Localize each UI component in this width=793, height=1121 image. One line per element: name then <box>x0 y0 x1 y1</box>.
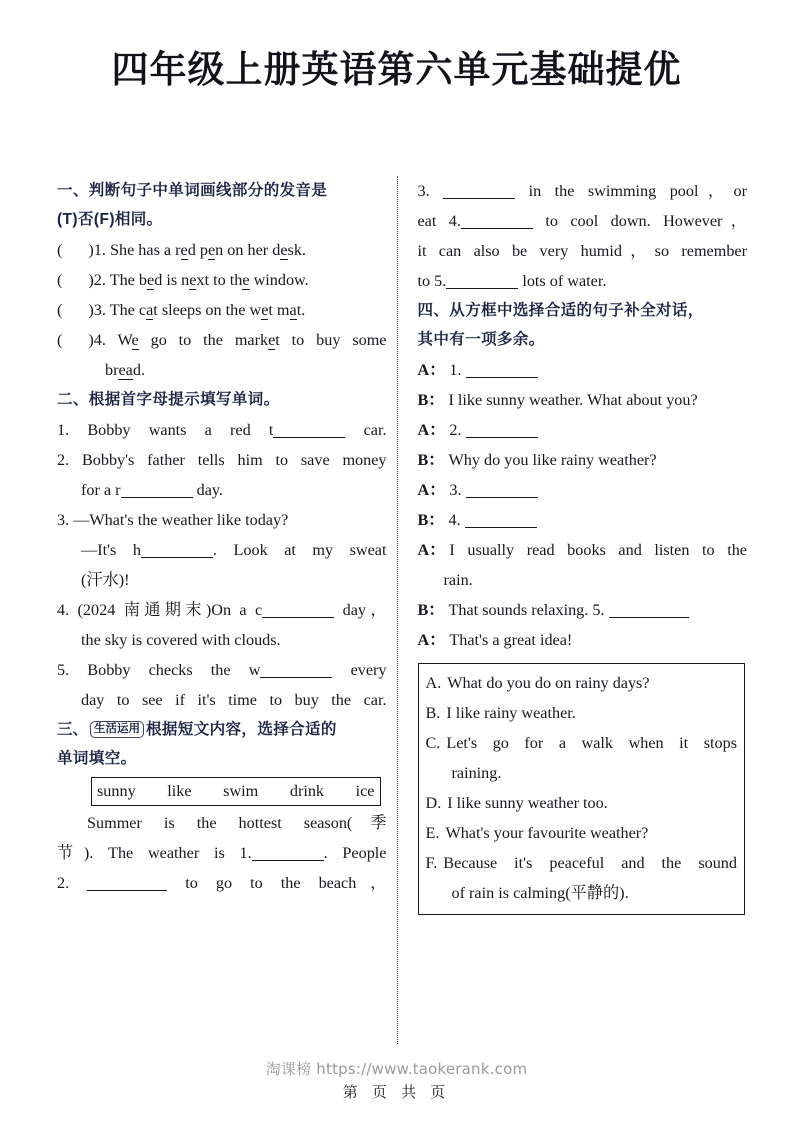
dialogue-text: 2. <box>449 415 747 445</box>
passage-line: 节). The weather is 1. . People <box>57 844 387 862</box>
answer-blank[interactable] <box>466 437 538 438</box>
question-text-continued: for a r day. <box>81 481 223 499</box>
question-row <box>57 655 387 685</box>
dialogue-line <box>418 595 748 625</box>
underlined-letters: e <box>131 331 139 349</box>
answer-blank[interactable] <box>466 497 538 498</box>
answer-blank[interactable] <box>465 527 537 528</box>
question-text-continued: day to see if it's time to buy the car. <box>81 691 387 709</box>
dialogue-text: 1. <box>449 355 747 385</box>
option-text-continued: raining. <box>451 764 502 782</box>
answer-blank[interactable] <box>141 557 213 558</box>
underlined-letters: e <box>280 241 288 259</box>
word-bank-item[interactable]: swim <box>223 782 259 800</box>
dialogue-line <box>418 535 748 565</box>
dialogue-text: I usually read books and listen to the <box>449 541 747 559</box>
question-text-continued: the sky is covered with clouds. <box>81 631 281 649</box>
option-text: What's your favourite weather? <box>445 824 649 842</box>
underlined-letters: e <box>207 241 216 259</box>
answer-blank[interactable] <box>461 228 533 229</box>
word-bank <box>91 777 381 806</box>
dialogue-speaker: A： <box>417 481 446 499</box>
underlined-letters: e <box>189 271 197 289</box>
dialogue-speaker: B： <box>417 391 445 409</box>
dialogue-text: That sounds relaxing. 5. <box>448 595 747 625</box>
question-text: 3. The cat sleeps on the wet mat. <box>93 301 306 319</box>
answer-blank[interactable] <box>273 437 345 438</box>
question-text: 2. The bed is next to the window. <box>93 271 309 289</box>
word-bank-item[interactable]: ice <box>355 782 375 800</box>
dialogue-text: Why do you like rainy weather? <box>448 451 657 469</box>
section-4-heading-line-1: 四、从方框中选择合适的句子补全对话， <box>417 302 704 319</box>
answer-paren[interactable]: ( ) <box>57 271 94 289</box>
option-label: E. <box>425 824 440 842</box>
option-label: B. <box>425 704 441 722</box>
blank-number: 2. <box>57 874 70 892</box>
underlined-letters: e <box>147 271 155 289</box>
question-row <box>57 325 387 355</box>
question-text: 4. We go to the market to buy some <box>93 331 387 349</box>
dialogue-text: That's a great idea! <box>449 631 573 649</box>
answer-paren[interactable]: ( ) <box>57 331 94 349</box>
dialogue-line <box>418 505 748 535</box>
dialogue-line <box>418 475 748 505</box>
underlined-letters: a <box>289 301 297 319</box>
question-row <box>57 295 387 325</box>
passage-line <box>57 868 387 898</box>
question-row <box>57 505 387 535</box>
page-title: 四年级上册英语第六单元基础提优 <box>111 49 682 90</box>
section-3-heading-rest: 根据短文内容，选择合适的 <box>146 721 337 738</box>
question-row <box>57 445 387 475</box>
section-2-heading: 二、根据首字母提示填写单词。 <box>57 391 280 408</box>
option-label: D. <box>425 794 442 812</box>
dialogue-text: 3. <box>449 475 747 505</box>
life-application-tag: 生活运用 <box>90 721 144 738</box>
section-3-heading-line-2: 单词填空。 <box>57 750 137 767</box>
question-text: —What's the weather like today? <box>73 511 289 529</box>
dialogue-speaker: A： <box>417 631 446 649</box>
option-row[interactable] <box>426 668 738 698</box>
answer-blank[interactable] <box>446 288 518 289</box>
page-number: 第 页 共 页 <box>342 1084 451 1101</box>
option-row[interactable] <box>426 818 738 848</box>
question-row <box>57 415 387 445</box>
question-text: 1. She has a red pen on her desk. <box>93 241 306 259</box>
underlined-letters: e <box>261 301 269 319</box>
option-text-continued: of rain is calming(平静的). <box>451 884 629 902</box>
question-text: Bobby checks the w every <box>87 661 387 679</box>
dialogue-speaker: A： <box>417 361 446 379</box>
question-number: 3. <box>57 511 70 529</box>
passage-line <box>418 176 748 206</box>
passage-line: it can also be very humid，so remember <box>417 242 747 260</box>
blank-number: 3. <box>417 182 430 200</box>
question-row <box>57 265 387 295</box>
section-1-heading-line-1: 一、判断句子中单词画线部分的发音是 <box>57 182 328 199</box>
answer-blank[interactable] <box>466 377 538 378</box>
passage-line: eat 4. to cool down. However， <box>417 212 747 230</box>
dialogue-speaker: B： <box>417 451 445 469</box>
section-4-heading-line-2: 其中有一项多余。 <box>417 331 545 348</box>
question-text-continued: bread. <box>105 361 145 379</box>
word-bank-item[interactable]: sunny <box>97 782 136 800</box>
section-3-heading-line-1 <box>57 715 387 744</box>
option-text: What do you do on rainy days? <box>447 674 650 692</box>
answer-blank[interactable] <box>87 890 167 891</box>
dialogue-text: 4. <box>448 505 747 535</box>
section-1-heading-line-2: (T)否(F)相同。 <box>57 211 163 228</box>
right-column <box>404 176 748 1046</box>
underlined-letters: e <box>268 331 276 349</box>
passage-text: in the swimming pool，or <box>430 176 747 206</box>
option-text: Because it's peaceful and the sound <box>443 854 737 872</box>
question-number: 5. <box>57 661 70 679</box>
dialogue-line <box>418 445 748 475</box>
question-text-continued: —It's h . Look at my sweat <box>81 541 387 559</box>
underlined-letters: e <box>242 271 250 289</box>
answer-blank[interactable] <box>443 198 515 199</box>
underlined-letters: ea <box>118 361 133 379</box>
underlined-letters: e <box>180 241 188 259</box>
worksheet-columns <box>57 176 747 1046</box>
question-row <box>57 595 387 625</box>
dialogue-line <box>418 625 748 655</box>
dialogue-speaker: B： <box>417 601 445 619</box>
answer-blank[interactable] <box>609 617 689 618</box>
question-number: 4. <box>57 601 70 619</box>
dialogue-text: I like sunny weather. What about you? <box>448 391 698 409</box>
passage-line: to 5. lots of water. <box>417 272 607 290</box>
passage-text: to go to the beach， <box>69 868 386 898</box>
passage-line: Summer is the hottest season(季 <box>87 814 387 832</box>
answer-blank[interactable] <box>121 497 193 498</box>
word-bank-item[interactable]: like <box>167 782 192 800</box>
question-number: 2. <box>57 451 70 469</box>
dialogue-text-continued: rain. <box>443 571 473 589</box>
option-text: I like rainy weather. <box>446 704 576 722</box>
option-label: F. <box>425 854 438 872</box>
dialogue-line <box>418 385 748 415</box>
answer-paren[interactable]: ( ) <box>57 241 94 259</box>
option-label: A. <box>425 674 442 692</box>
word-bank-item[interactable]: drink <box>289 782 325 800</box>
left-column <box>57 176 395 1046</box>
dialogue-speaker: A： <box>417 541 446 559</box>
option-row[interactable] <box>426 728 738 758</box>
option-label: C. <box>425 734 441 752</box>
option-text: I like sunny weather too. <box>447 794 608 812</box>
section-3-heading <box>57 715 387 773</box>
question-text: Bobby's father tells him to save money <box>81 451 387 469</box>
dialogue-line <box>418 355 748 385</box>
section-3-number: 三、 <box>57 721 89 738</box>
answer-paren[interactable]: ( ) <box>57 301 94 319</box>
watermark-text: 淘课榜 https://www.taokerank.com <box>265 1060 528 1078</box>
section-1-heading <box>57 176 387 234</box>
question-text-continued: (汗水)! <box>81 571 130 589</box>
options-box <box>418 663 746 915</box>
answer-blank[interactable] <box>260 677 332 678</box>
question-number: 1. <box>57 421 70 439</box>
dialogue-speaker: B： <box>417 511 445 529</box>
option-row[interactable] <box>426 698 738 728</box>
dialogue-line <box>418 415 748 445</box>
question-row <box>57 235 387 265</box>
answer-blank[interactable] <box>262 617 334 618</box>
question-text: (2024 南通期末)On a c day， <box>77 601 387 619</box>
page-footer <box>0 1058 793 1105</box>
question-text: Bobby wants a red t car. <box>87 421 387 439</box>
dialogue-speaker: A： <box>417 421 446 439</box>
option-text: Let's go for a walk when it stops <box>446 734 737 752</box>
option-row[interactable] <box>426 848 738 878</box>
underlined-letters: a <box>146 301 154 319</box>
section-4-heading <box>418 296 748 354</box>
option-row[interactable] <box>426 788 738 818</box>
column-divider <box>397 176 398 1044</box>
answer-blank[interactable] <box>252 860 324 861</box>
